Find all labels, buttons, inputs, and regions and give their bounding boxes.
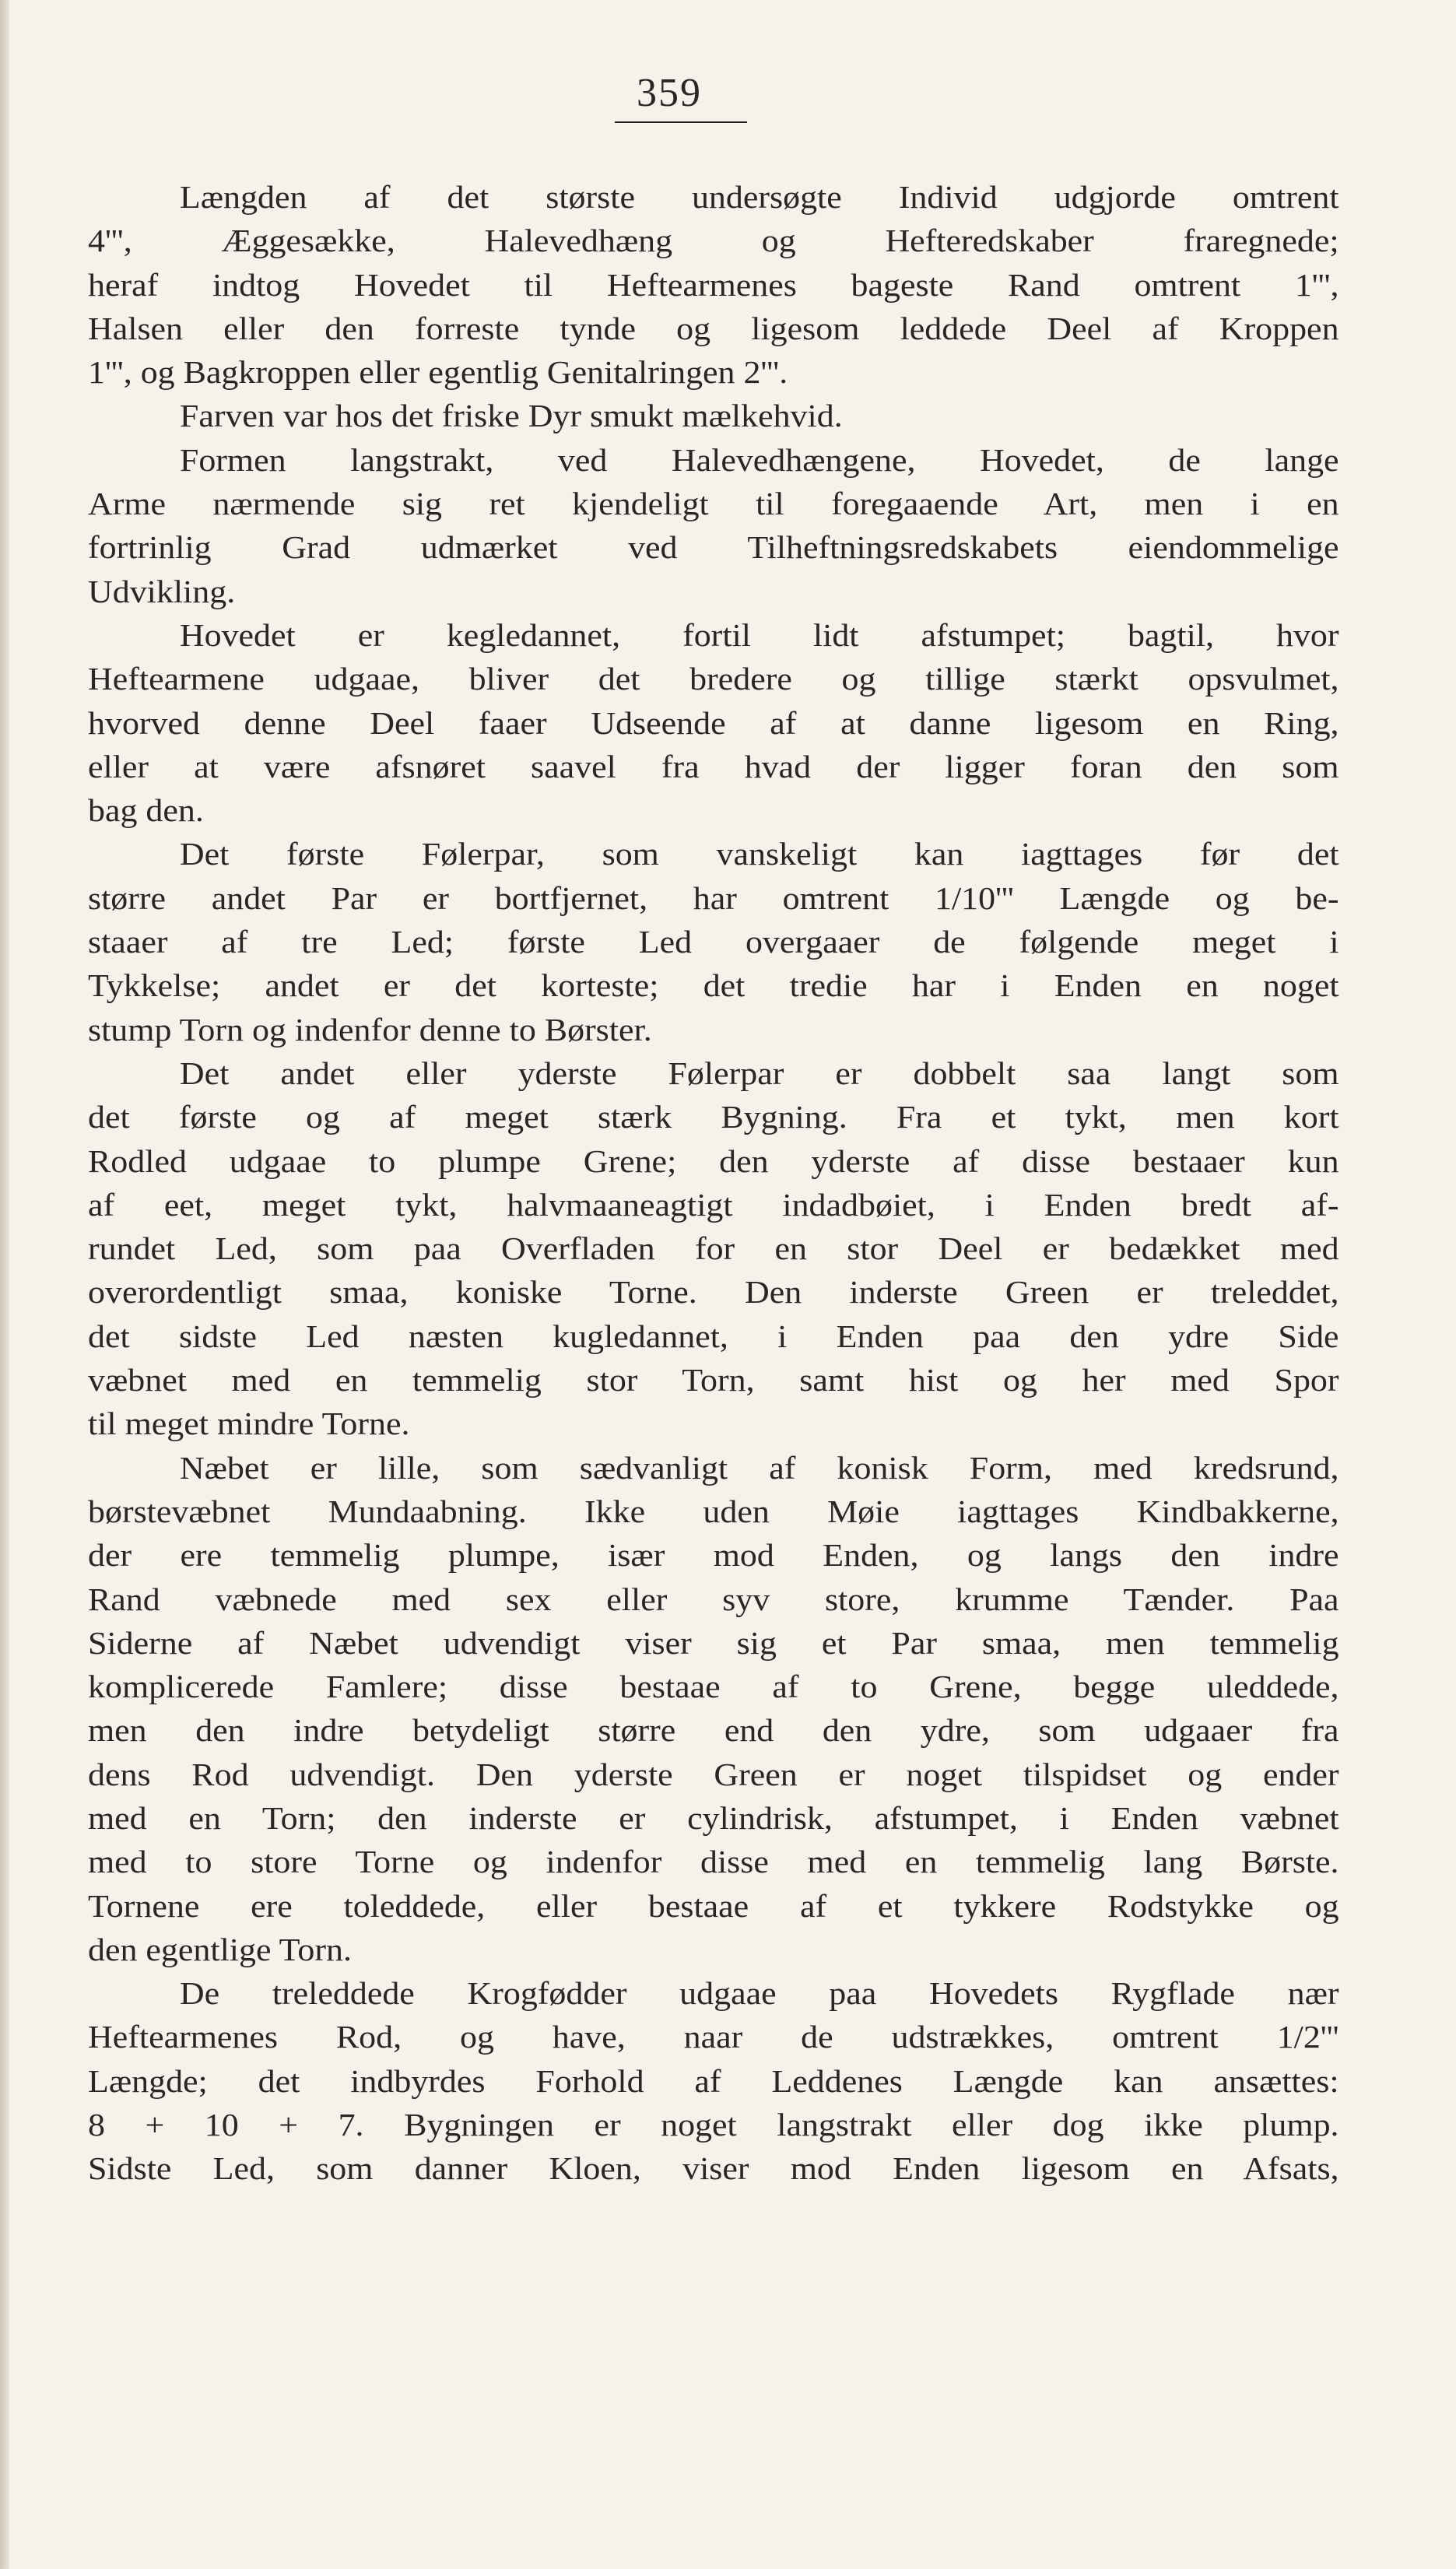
text-line: af eet, meget tykt, halvmaaneagtigt indadbøiet, i Enden bredt af- [88, 1186, 1339, 1223]
text-line: men den indre betydeligt større end den ydre, som udgaaer fra [88, 1712, 1339, 1749]
text-line: Tornene ere toleddede, eller bestaae af et tykkere Rodstykke og [88, 1887, 1339, 1924]
text-line: rundet Led, som paa Overfladen for en stor Deel er bedækket med [88, 1230, 1339, 1267]
text-line: det første og af meget stærk Bygning. Fra et tykt, men kort [88, 1099, 1339, 1135]
text-line: stump Torn og indenfor denne to Børster. [88, 1011, 652, 1048]
text-line: 8 + 10 + 7. Bygningen er noget langstrakt eller dog ikke plump. [88, 2107, 1339, 2143]
text-line: større andet Par er bortfjernet, har omtrent 1/10''' Længde og be- [88, 879, 1339, 916]
text-line: Længden af det største undersøgte Individ udgjorde omtrent [179, 179, 1339, 215]
text-line: Heftearmenes Rod, og have, naar de udstrækkes, omtrent 1/2''' [88, 2019, 1339, 2055]
text-line: med to store Torne og indenfor disse med en temmelig lang Børste. [88, 1844, 1339, 1880]
text-line: Næbet er lille, som sædvanligt af konisk Form, med kredsrund, [179, 1449, 1339, 1486]
text-line: den egentlige Torn. [88, 1931, 352, 1967]
text-line: staaer af tre Led; første Led overgaaer de følgende meget i [88, 924, 1339, 960]
text-line: overordentligt smaa, koniske Torne. Den inderste Green er treleddet, [88, 1274, 1339, 1311]
text-line: Arme nærmende sig ret kjendeligt til foregaaende Art, men i en [88, 486, 1339, 522]
text-line: Rodled udgaae to plumpe Grene; den yderste af disse bestaaer kun [88, 1142, 1339, 1179]
text-line: børstevæbnet Mundaabning. Ikke uden Møie iagttages Kindbakkerne, [88, 1493, 1339, 1529]
text-line: Det første Følerpar, som vanskeligt kan iagttages før det [179, 836, 1339, 872]
text-line: eller at være afsnøret saavel fra hvad der ligger foran den som [88, 748, 1339, 784]
text-line: Udvikling. [88, 573, 236, 609]
text-line: Tykkelse; andet er det korteste; det tredie har i Enden en noget [88, 967, 1339, 1004]
text-line: heraf indtog Hovedet til Heftearmenes bageste Rand omtrent 1''', [88, 266, 1339, 303]
text-line: Heftearmene udgaae, bliver det bredere og tillige stærkt opsvulmet, [88, 661, 1339, 697]
text-line: Hovedet er kegledannet, fortil lidt afstumpet; bagtil, hvor [179, 616, 1339, 653]
text-line: Farven var hos det friske Dyr smukt mælkehvid. [179, 398, 843, 434]
text-line: fortrinlig Grad udmærket ved Tilheftningsredskabets eiendommelige [88, 529, 1339, 566]
text-line: der ere temmelig plumpe, især mod Enden, og langs den indre [88, 1537, 1339, 1574]
text-line: De treleddede Krogfødder udgaae paa Hovedets Rygflade nær [179, 1975, 1339, 2012]
text-line: Siderne af Næbet udvendigt viser sig et Par smaa, men temmelig [88, 1624, 1339, 1661]
text-line: 4''', Æggesække, Halevedhæng og Hefteredskaber fraregnede; [88, 223, 1339, 259]
text-line: 1''', og Bagkroppen eller egentlig Genitalringen 2'''. [88, 354, 788, 391]
text-line: dens Rod udvendigt. Den yderste Green er noget tilspidset og ender [88, 1756, 1339, 1792]
text-line: Sidste Led, som danner Kloen, viser mod Enden ligesom en Afsats, [88, 2150, 1339, 2187]
text-line: Længde; det indbyrdes Forhold af Leddenes Længde kan ansættes: [88, 2062, 1339, 2099]
body-text [88, 175, 1339, 2191]
text-line: til meget mindre Torne. [88, 1406, 410, 1442]
text-line: bag den. [88, 792, 204, 829]
page-edge-shadow [0, 0, 9, 2569]
text-line: Rand væbnede med sex eller syv store, krumme Tænder. Paa [88, 1581, 1339, 1617]
text-line: det sidste Led næsten kugledannet, i Enden paa den ydre Side [88, 1318, 1339, 1354]
text-line: med en Torn; den inderste er cylindrisk, afstumpet, i Enden væbnet [88, 1799, 1339, 1836]
text-line: Det andet eller yderste Følerpar er dobbelt saa langt som [179, 1055, 1339, 1091]
text-line: Halsen eller den forreste tynde og ligesom leddede Deel af Kroppen [88, 310, 1339, 346]
text-line: komplicerede Famlere; disse bestaae af to Grene, begge uleddede, [88, 1669, 1339, 1705]
text-line: hvorved denne Deel faaer Udseende af at danne ligesom en Ring, [88, 704, 1339, 741]
page-number-rule [615, 121, 747, 123]
text-line: Formen langstrakt, ved Halevedhængene, Hovedet, de lange [179, 441, 1339, 478]
page-number: 359 [637, 71, 702, 115]
text-line: væbnet med en temmelig stor Torn, samt hist og her med Spor [88, 1362, 1339, 1399]
